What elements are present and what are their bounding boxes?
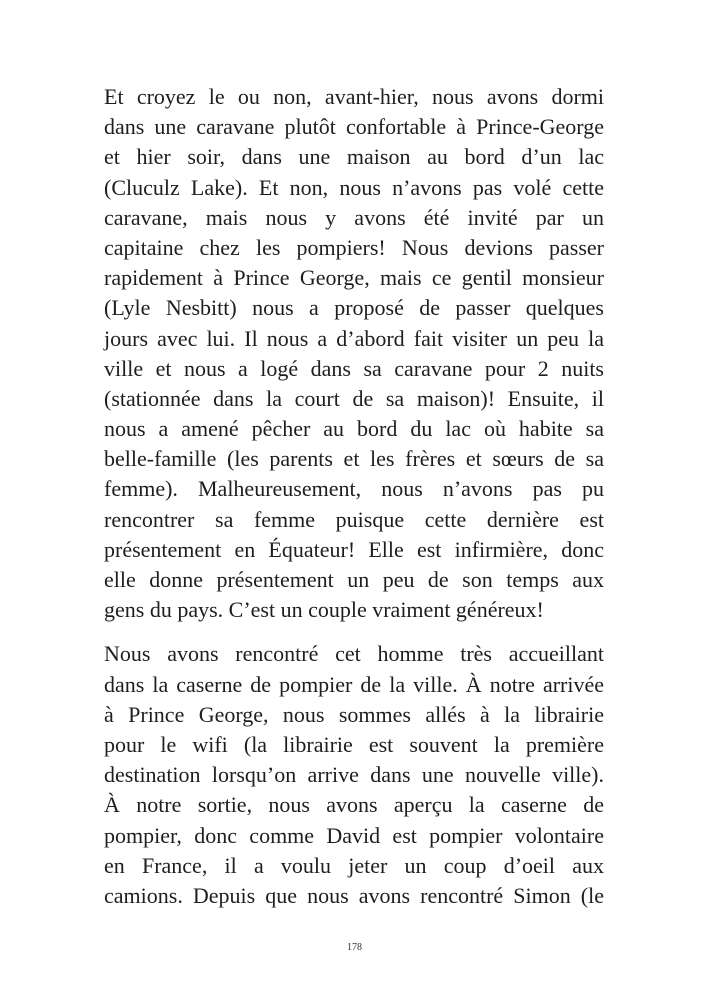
text-line: caravane, mais nous y avons été invité par un	[104, 204, 604, 230]
text-line: jours avec lui. Il nous a d’abord fait visiter un peu la	[104, 325, 604, 351]
text-line: ville et nous a logé dans sa caravane pour 2 nuits	[104, 355, 604, 381]
text-line: À notre sortie, nous avons aperçu la caserne de	[104, 792, 604, 818]
text-line: femme). Malheureusement, nous n’avons pas pu	[104, 476, 604, 502]
text-line: (Lyle Nesbitt) nous a proposé de passer quelques	[104, 295, 604, 321]
text-line: et hier soir, dans une maison au bord d’un lac	[104, 144, 604, 170]
text-line: Nous avons rencontré cet homme très accueillant	[104, 641, 604, 667]
text-line: présentement en Équateur! Elle est infirmière, donc	[104, 536, 604, 562]
text-line: pompier, donc comme David est pompier volontaire	[104, 822, 604, 848]
text-line: camions. Depuis que nous avons rencontré Simon (le	[104, 882, 604, 908]
text-line: destination lorsqu’on arrive dans une nouvelle ville).	[104, 762, 604, 788]
text-line: rencontrer sa femme puisque cette dernière est	[104, 506, 604, 532]
paragraph-2	[104, 639, 604, 911]
text-line: nous a amené pêcher au bord du lac où habite sa	[104, 416, 604, 442]
paragraph-1	[104, 82, 604, 625]
page-number: 178	[347, 942, 362, 953]
text-line: rapidement à Prince George, mais ce gentil monsieur	[104, 265, 604, 291]
text-line: capitaine chez les pompiers! Nous devions passer	[104, 234, 604, 260]
text-line: (Cluculz Lake). Et non, nous n’avons pas volé cette	[104, 174, 604, 200]
text-line: dans la caserne de pompier de la ville. À notre arrivée	[104, 671, 604, 697]
text-line: en France, il a voulu jeter un coup d’oeil aux	[104, 852, 604, 878]
text-line: dans une caravane plutôt confortable à Prince-George	[104, 114, 604, 140]
text-line: elle donne présentement un peu de son temps aux	[104, 567, 604, 592]
text-line: à Prince George, nous sommes allés à la librairie	[104, 701, 604, 727]
text-line: (stationnée dans la court de sa maison)! Ensuite, il	[104, 385, 604, 411]
text-line: pour le wifi (la librairie est souvent la première	[104, 731, 604, 757]
body-text	[104, 82, 604, 911]
text-line: belle-famille (les parents et les frères et sœurs de sa	[104, 446, 604, 472]
text-line: Et croyez le ou non, avant-hier, nous avons dormi	[104, 84, 604, 109]
text-line: gens du pays. C’est un couple vraiment généreux!	[104, 597, 544, 623]
